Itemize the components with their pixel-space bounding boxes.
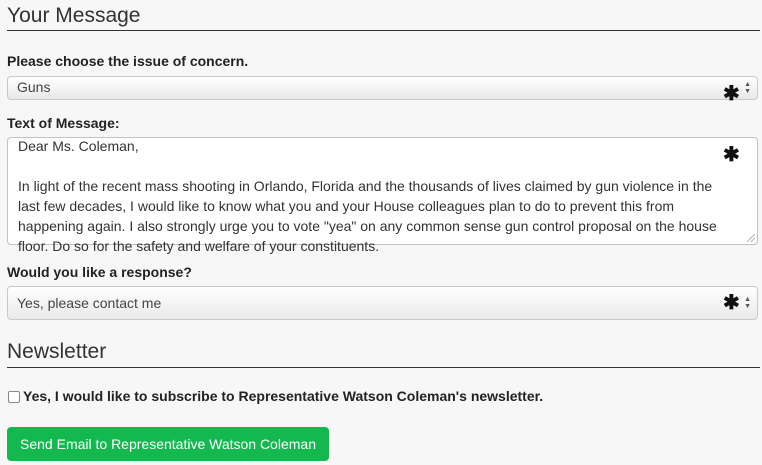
response-select[interactable] xyxy=(7,286,758,320)
section-title-newsletter: Newsletter xyxy=(7,340,107,363)
send-email-button[interactable]: Send Email to Representative Watson Coleman xyxy=(7,427,329,461)
required-asterisk-icon: ✱ xyxy=(723,144,740,166)
message-text: Dear Ms. Coleman, In light of the recent mass shooting in Orlando, Florida and the thousands of lives claimed by gun violence in the last few decades, I would like to know what you and your House colleagues plan to do to prevent this from happening again. I also strongly urge you to vote "yea" on any common sense gun control proposal on the house floor. Do so for the safety and welfare of your constituents. xyxy=(18,138,717,254)
required-asterisk-icon: ✱ xyxy=(723,83,740,105)
newsletter-checkbox-label[interactable]: Yes, I would like to subscribe to Representative Watson Coleman's newsletter. xyxy=(23,388,544,404)
issue-select-value: Guns xyxy=(17,79,51,95)
issue-label: Please choose the issue of concern. xyxy=(7,53,249,69)
select-arrows-icon: ▲ ▼ xyxy=(744,296,751,310)
message-textarea[interactable] xyxy=(7,137,758,254)
section-divider xyxy=(7,30,760,31)
resize-grip-icon[interactable] xyxy=(747,234,755,242)
required-asterisk-icon: ✱ xyxy=(723,292,740,314)
response-label: Would you like a response? xyxy=(7,264,192,280)
message-label: Text of Message: xyxy=(7,115,120,131)
response-select-value: Yes, please contact me xyxy=(17,295,162,311)
section-title-your-message: Your Message xyxy=(7,4,141,27)
section-divider xyxy=(7,367,760,368)
select-arrows-icon: ▲ ▼ xyxy=(744,81,751,95)
issue-select[interactable] xyxy=(7,76,758,100)
newsletter-checkbox[interactable] xyxy=(8,391,20,403)
